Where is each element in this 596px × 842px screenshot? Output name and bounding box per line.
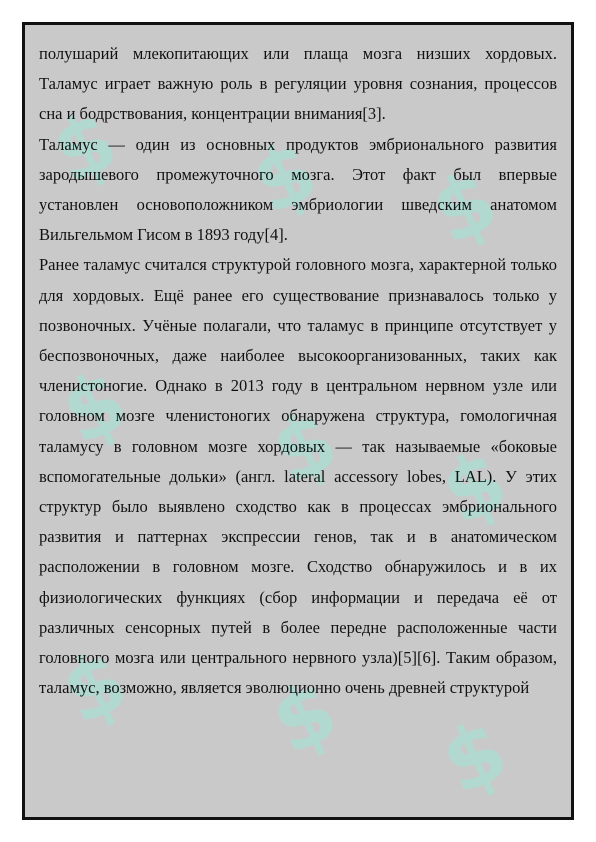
- document-body: [39, 39, 557, 703]
- watermark-logo-icon: $: [37, 90, 132, 204]
- watermark-logo-icon: $: [47, 350, 142, 464]
- watermark-logo-icon: $: [427, 430, 522, 544]
- paragraph: полушарий млекопитающих или плаща мозга низших хордовых. Таламус играет важную роль в регуляции уровня сознания, процессов сна и бодрствования, концентрации внимания[3].: [39, 44, 557, 124]
- watermark-logo-icon: $: [257, 390, 352, 504]
- watermark-logo-icon: $: [47, 630, 142, 744]
- document-page: [22, 22, 574, 820]
- paragraph: Ранее таламус считался структурой головного мозга, характерной только для хордовых. Ещё ранее его существование признавалось только у позвоночных. Учёные полагали, что таламус в принципе отсутствует у беспозвоночных, даже наиболее высокоорганизованных, таких как членистоногие. Однако в 2013 году в центральном нервном узле или головном мозге членистоногих обнаружена структура, гомологичная таламусу в головном мозге хордовых — так называемые «боковые вспомогательные дольки» (англ. lateral accessory lobes, LAL). У этих структур было выявлено сходство как в процессах эмбрионального развития и паттернах экспрессии генов, так и в анатомическом расположении в головном мозге. Сходство обнаружилось и в их физиологических функциях (сбор информации и передача её от различных сенсорных путей в более передне расположенные части головного мозга или центрального нервного узла)[5][6]. Таким образом, таламус, возможно, является эволюционно очень древней структурой: [39, 255, 557, 698]
- watermark-logo-icon: $: [237, 120, 332, 234]
- watermark-logo-icon: $: [427, 700, 522, 814]
- paragraph: Таламус — один из основных продуктов эмбрионального развития зародышевого промежуточного мозга. Этот факт был впервые установлен основоположником эмбриологии шведским анатомом Вильгельмом Гисом в 1893 году[4].: [39, 134, 557, 245]
- watermark-logo-icon: $: [417, 150, 512, 264]
- watermark-logo-icon: $: [257, 660, 352, 774]
